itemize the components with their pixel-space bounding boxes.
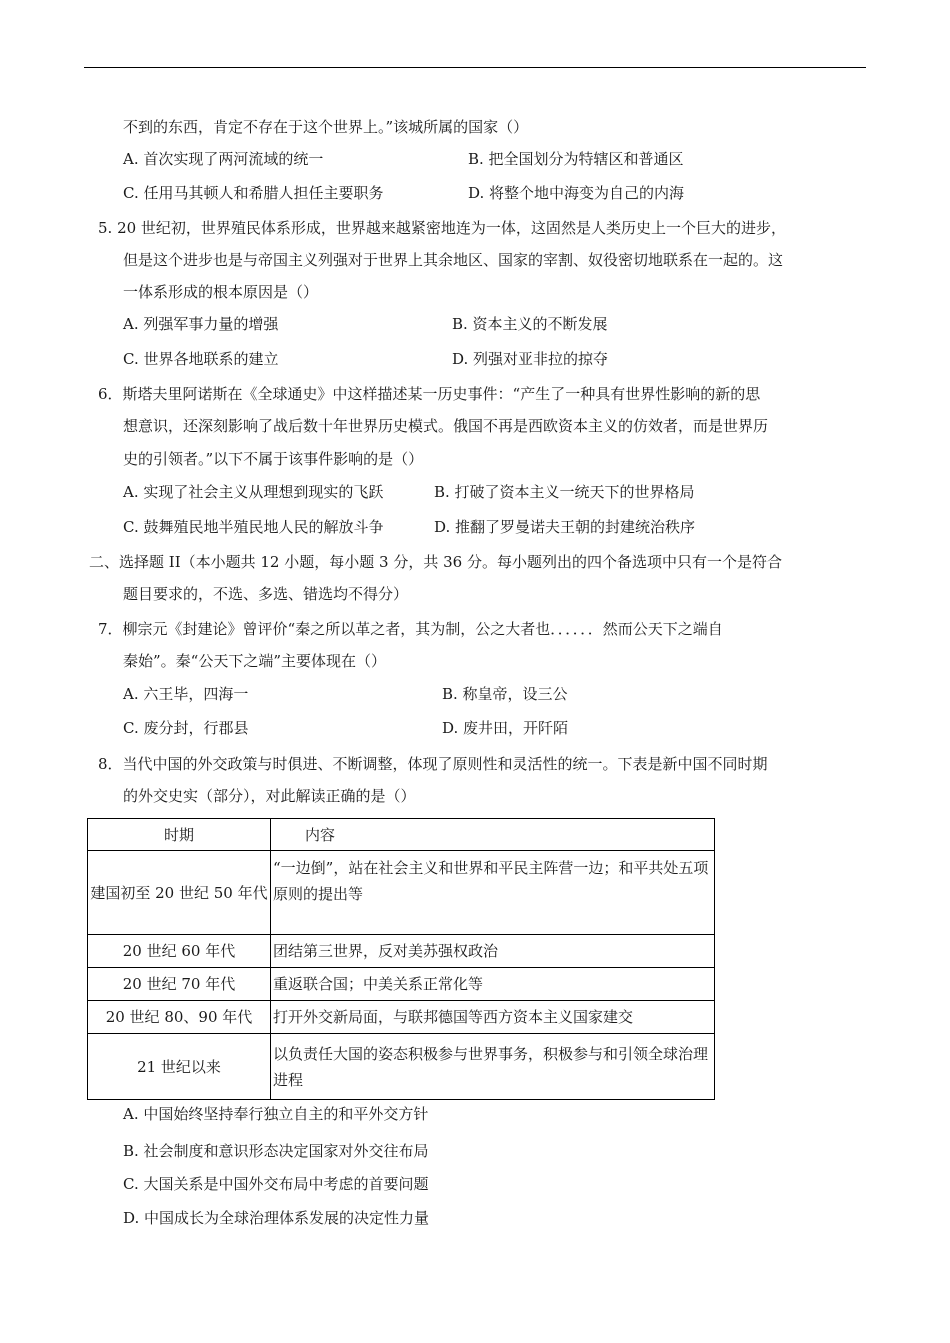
header-rule xyxy=(84,67,866,68)
q5-option-b: B. 资本主义的不断发展 xyxy=(452,315,608,333)
q7-option-c: C. 废分封，行郡县 xyxy=(123,719,249,737)
table-cell-content: 团结第三世界，反对美苏强权政治 xyxy=(271,935,715,968)
section2-heading-line-1: 二、选择题 II（本小题共 12 小题，每小题 3 分，共 36 分。每小题列出的四个备选项中只有一个是符合 xyxy=(89,553,782,571)
table-cell-period: 20 世纪 60 年代 xyxy=(88,935,271,968)
q6-option-c: C. 鼓舞殖民地半殖民地人民的解放斗争 xyxy=(123,518,384,536)
q5-option-c: C. 世界各地联系的建立 xyxy=(123,350,279,368)
table-header-row xyxy=(88,819,715,851)
q6-stem-line-1: 6．斯塔夫里阿诺斯在《全球通史》中这样描述某一历史事件：“产生了一种具有世界性影响的新的思 xyxy=(98,385,761,403)
table-cell-period: 21 世纪以来 xyxy=(88,1034,271,1100)
table-row xyxy=(88,851,715,935)
q4-option-b: B. 把全国划分为特辖区和普通区 xyxy=(468,150,684,168)
table-cell-content: 以负责任大国的姿态积极参与世界事务，积极参与和引领全球治理进程 xyxy=(271,1034,715,1100)
table-row xyxy=(88,1034,715,1100)
q4-stem-continued: 不到的东西，肯定不存在于这个世界上。”该城所属的国家（） xyxy=(123,118,529,136)
q5-stem-line-1: 5. 20 世纪初，世界殖民体系形成，世界越来越紧密地连为一体，这固然是人类历史上一个巨大的进步， xyxy=(98,219,786,237)
q7-stem-line-2: 秦始”。秦“公天下之端”主要体现在（） xyxy=(123,652,387,670)
table-row xyxy=(88,935,715,968)
q5-stem-line-2: 但是这个进步也是与帝国主义列强对于世界上其余地区、国家的宰割、奴役密切地联系在一起的。这 xyxy=(123,251,784,269)
q8-stem-line-1: 8．当代中国的外交政策与时俱进、不断调整，体现了原则性和灵活性的统一。下表是新中国不同时期 xyxy=(98,755,768,773)
table-cell-content: 重返联合国；中美关系正常化等 xyxy=(271,968,715,1001)
q6-stem-line-3: 史的引领者。”以下不属于该事件影响的是（） xyxy=(123,450,424,468)
q8-option-c: C. 大国关系是中国外交布局中考虑的首要问题 xyxy=(123,1175,429,1193)
q6-option-b: B. 打破了资本主义一统天下的世界格局 xyxy=(434,483,695,501)
table-cell-period: 建国初至 20 世纪 50 年代 xyxy=(88,851,271,935)
table-header-content: 内容 xyxy=(271,819,715,851)
q8-stem-line-2: 的外交史实（部分），对此解读正确的是（） xyxy=(123,787,416,805)
table-header-period: 时期 xyxy=(88,819,271,851)
table-cell-content: “一边倒”，站在社会主义和世界和平民主阵营一边；和平共处五项原则的提出等 xyxy=(271,851,715,935)
table-cell-period: 20 世纪 70 年代 xyxy=(88,968,271,1001)
q7-stem-line-1: 7．柳宗元《封建论》曾评价“秦之所以革之者，其为制，公之大者也．．．．．．然而公天下之端自 xyxy=(98,620,723,638)
q7-option-b: B. 称皇帝，设三公 xyxy=(442,685,568,703)
q5-option-a: A. 列强军事力量的增强 xyxy=(123,315,279,333)
q7-option-a: A. 六王毕，四海一 xyxy=(123,685,249,703)
q6-stem-line-2: 想意识，还深刻影响了战后数十年世界历史模式。俄国不再是西欧资本主义的仿效者，而是世界历 xyxy=(123,417,769,435)
table-cell-content: 打开外交新局面，与联邦德国等西方资本主义国家建交 xyxy=(271,1001,715,1034)
table-row xyxy=(88,968,715,1001)
q6-option-a: A. 实现了社会主义从理想到现实的飞跃 xyxy=(123,483,384,501)
q6-option-d: D. 推翻了罗曼诺夫王朝的封建统治秩序 xyxy=(434,518,696,536)
diplomacy-table xyxy=(87,818,715,1100)
section2-heading-line-2: 题目要求的，不选、多选、错选均不得分） xyxy=(123,585,409,603)
q8-option-d: D. 中国成长为全球治理体系发展的决定性力量 xyxy=(123,1209,430,1227)
table-cell-period: 20 世纪 80、90 年代 xyxy=(88,1001,271,1034)
table-row xyxy=(88,1001,715,1034)
q8-option-a: A. 中国始终坚持奉行独立自主的和平外交方针 xyxy=(123,1105,429,1123)
q4-option-d: D. 将整个地中海变为自己的内海 xyxy=(468,184,685,202)
q7-option-d: D. 废井田，开阡陌 xyxy=(442,719,569,737)
q4-option-a: A. 首次实现了两河流域的统一 xyxy=(123,150,324,168)
q5-stem-line-3: 一体系形成的根本原因是（） xyxy=(123,283,319,301)
q4-option-c: C. 任用马其顿人和希腊人担任主要职务 xyxy=(123,184,384,202)
q5-option-d: D. 列强对亚非拉的掠夺 xyxy=(452,350,609,368)
q8-option-b: B. 社会制度和意识形态决定国家对外交往布局 xyxy=(123,1142,429,1160)
